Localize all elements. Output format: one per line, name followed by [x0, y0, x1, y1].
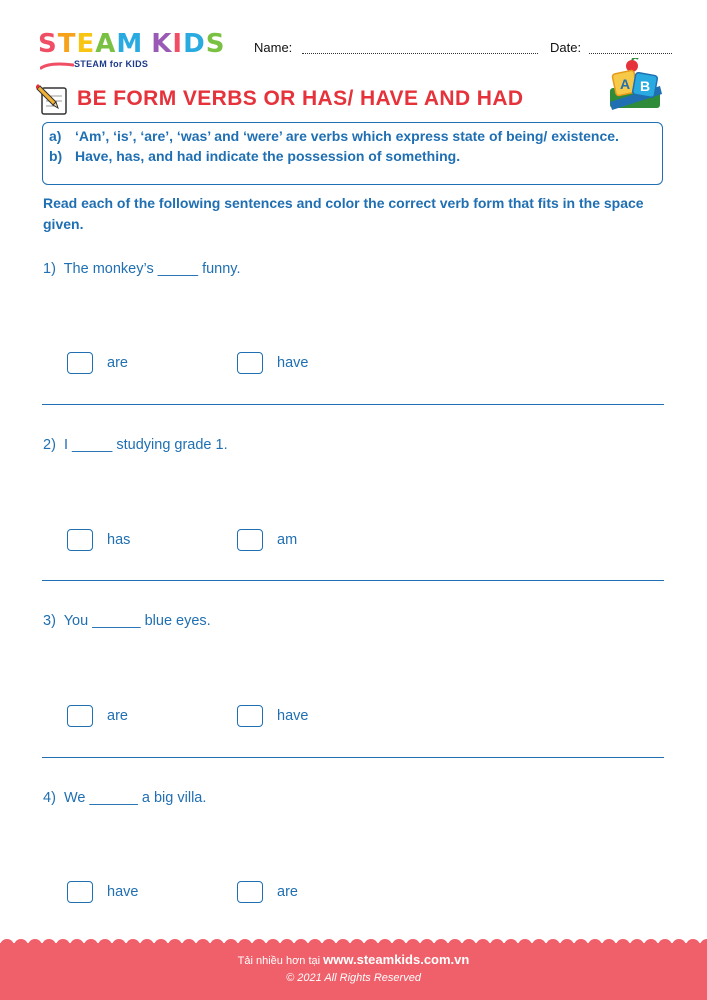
question-text: We ______ a big villa. [63, 790, 207, 806]
page-title: BE FORM VERBS OR HAS/ HAVE AND HAD [77, 87, 524, 110]
instructions: Read each of the following sentences and color the correct verb form that fits in the space given. [43, 195, 644, 232]
abc-book-icon [604, 58, 666, 118]
option-checkbox[interactable] [237, 352, 263, 374]
name-field[interactable] [302, 53, 538, 54]
question-2 [43, 437, 228, 453]
logo-letter: E [76, 29, 96, 59]
logo-letter: D [183, 29, 206, 59]
logo-title [38, 30, 238, 58]
logo-letter: S [205, 29, 226, 59]
option-label: have [277, 355, 309, 371]
option-checkbox[interactable] [67, 881, 93, 903]
option-label: have [277, 708, 309, 724]
book-letter-b: B [640, 78, 651, 94]
question-3 [43, 613, 211, 629]
rule-text: ‘Am’, ‘is’, ‘are’, ‘was’ and ‘were’ are verbs which express state of being/ existence. [75, 128, 619, 144]
option-checkbox[interactable] [67, 352, 93, 374]
question-text: You ______ blue eyes. [63, 613, 211, 629]
date-label: Date: [550, 40, 582, 55]
question-text: I _____ studying grade 1. [63, 437, 228, 453]
option-checkbox[interactable] [67, 529, 93, 551]
divider [42, 404, 664, 405]
question-1 [43, 261, 241, 277]
option-label: are [107, 355, 128, 371]
option-checkbox[interactable] [237, 705, 263, 727]
rule-letter: a) [49, 128, 62, 144]
option [237, 881, 298, 903]
logo-subtitle: STEAM for KIDS [74, 59, 149, 69]
logo-letter: T [57, 29, 77, 59]
book-letter-a: A [620, 76, 631, 92]
option-label: are [277, 884, 298, 900]
option-label: have [107, 884, 139, 900]
name-label: Name: [254, 40, 293, 55]
option [67, 881, 138, 903]
option [67, 705, 128, 727]
option [237, 705, 308, 727]
rule-letter: b) [49, 148, 63, 164]
option-checkbox[interactable] [237, 529, 263, 551]
footer-copyright: © 2021 All Rights Reserved [286, 972, 421, 984]
logo-letter [143, 30, 151, 58]
option [237, 352, 308, 374]
option [67, 529, 130, 551]
question-number: 1) [43, 261, 56, 277]
footer-download [0, 952, 707, 967]
option-label: has [107, 532, 131, 548]
option-label: am [277, 532, 298, 548]
rule-text: Have, has, and had indicate the possession of something. [75, 148, 461, 164]
date-field[interactable] [589, 53, 672, 54]
question-text: The monkey’s _____ funny. [63, 261, 241, 277]
question-number: 2) [43, 437, 56, 453]
question-number: 3) [43, 613, 56, 629]
option [67, 352, 128, 374]
rule-item [49, 126, 656, 146]
logo-letter: A [95, 29, 117, 59]
divider [42, 580, 664, 581]
footer-website-link[interactable]: www.steamkids.com.vn [323, 952, 470, 967]
logo-letter: K [151, 29, 173, 59]
rule-item [49, 146, 656, 166]
steam-kids-logo [38, 30, 238, 74]
option-checkbox[interactable] [67, 705, 93, 727]
swoosh-icon [40, 61, 74, 71]
option-label: are [107, 708, 128, 724]
question-4 [43, 790, 206, 806]
footer-prefix: Tải nhiều hơn tại [237, 955, 321, 967]
logo-letter: I [172, 29, 184, 59]
rules-box [42, 122, 663, 185]
option-checkbox[interactable] [237, 881, 263, 903]
divider [42, 757, 664, 758]
pencil-paper-icon [36, 82, 72, 118]
question-number: 4) [43, 790, 56, 806]
logo-letter: M [116, 29, 144, 59]
logo-letter: S [38, 29, 58, 59]
option [237, 529, 297, 551]
